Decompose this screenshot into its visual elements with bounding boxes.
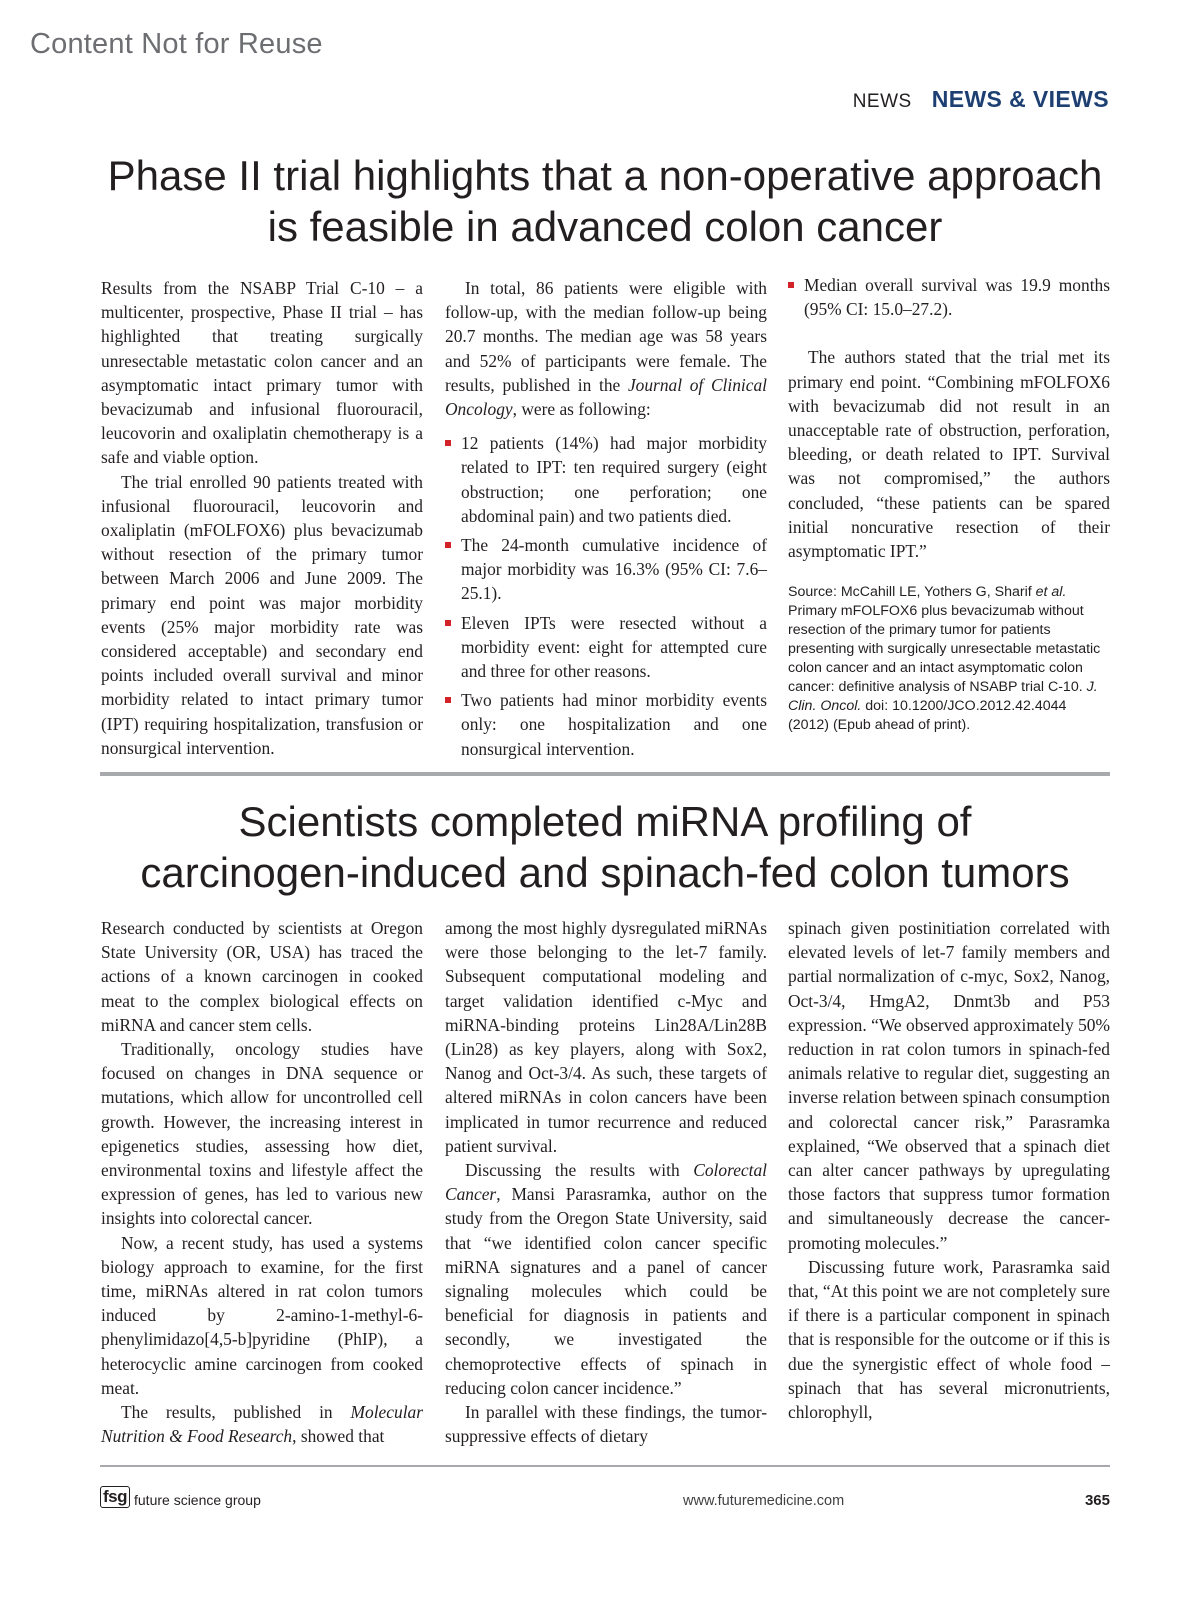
results-list-continued: [788, 273, 1110, 321]
article-2-column-1: [101, 916, 423, 1448]
list-item-text: The 24-month cumulative incidence of major morbidity was 16.3% (95% CI: 7.6–25.1).: [461, 535, 767, 604]
article-2-column-3: [788, 916, 1110, 1424]
watermark: Content Not for Reuse: [30, 28, 323, 60]
fsg-logo-mark: fsg: [100, 1486, 130, 1508]
text-span: In total, 86 patients were eligible with follow-up, with the median follow-up being 20.7 months. The median age was 58 years and 52% of participants were female. The results, published in the: [445, 278, 767, 395]
section-header: [853, 86, 1109, 113]
headline-line: Phase II trial highlights that a non-operative approach: [107, 152, 1103, 199]
bullet-square-icon: [445, 542, 451, 548]
bullet-square-icon: [788, 282, 794, 288]
article-2-column-2: [445, 916, 767, 1448]
paragraph: In parallel with these findings, the tumor-suppressive effects of dietary: [445, 1402, 767, 1447]
list-item-text: Median overall survival was 19.9 months (95% CI: 15.0–27.2).: [804, 275, 1110, 320]
source-etal: et al.: [1035, 584, 1067, 601]
publisher-logo: [100, 1486, 261, 1508]
list-item: [445, 431, 767, 528]
paragraph: Now, a recent study, has used a systems biology approach to examine, for the first time, miRNAs altered in rat colon tumors induced by 2-amino-1-methyl-6-phenylimidazo[4,5-b]pyridine (PhIP), a heterocyclic amine carcinogen from cooked meat.: [101, 1232, 423, 1398]
paragraph: [101, 1400, 423, 1448]
headline-line: Scientists completed miRNA profiling of: [238, 798, 972, 845]
results-list: [445, 431, 767, 761]
list-item: [445, 611, 767, 684]
source-tail: doi: 10.1200/JCO.2012.42.4044 (2012) (Epub ahead of print).: [788, 698, 1067, 734]
text-span: Discussing the results with: [465, 1160, 680, 1181]
publisher-name: future science group: [134, 1492, 261, 1508]
paragraph: [445, 276, 767, 421]
paragraph: The authors stated that the trial met its primary end point. “Combining mFOLFOX6 with bevacizumab did not result in an unacceptable rate of obstruction, perforation, bleeding, or death related to IPT. Survival was not compromised,” the authors concluded, “these patients can be spared initial noncurative resection of their asymptomatic IPT.”: [788, 347, 1110, 562]
list-item: [788, 273, 1110, 321]
article-1-column-3: [788, 273, 1110, 735]
section-title: NEWS & VIEWS: [931, 86, 1109, 112]
list-item-text: Two patients had minor morbidity events only: one hospitalization and one nonsurgical intervention.: [461, 690, 767, 759]
section-news-label: NEWS: [852, 91, 912, 112]
footer-divider: [100, 1465, 1110, 1467]
page-number: 365: [1084, 1492, 1110, 1509]
paragraph: Results from the NSABP Trial C-10 – a multicenter, prospective, Phase II trial – has highlighted that treating surgically unresectable metastatic colon cancer and an asymptomatic intact primary tumor with bevacizumab and infusional fluorouracil, leucovorin and oxaliplatin chemotherapy is a safe and viable option.: [101, 278, 423, 468]
paragraph: [445, 1158, 767, 1400]
source-lead: Source: McCahill LE, Yothers G, Sharif: [788, 584, 1032, 601]
paragraph: Traditionally, oncology studies have focused on changes in DNA sequence or mutations, which allow for uncontrolled cell growth. However, the increasing interest in epigenetics studies, assessing how diet, environmental toxins and lifestyle affect the expression of genes, has led to various new insights into colorectal cancer.: [101, 1039, 423, 1229]
text-span: , Mansi Parasramka, author on the study from the Oregon State University, said that “we identified colon cancer specific miRNA signatures and a panel of cancer signaling molecules which could be beneficial for diagnosis in patients and secondly, we investigated the chemoprotective effects of spinach in reducing colon cancer incidence.”: [445, 1184, 767, 1398]
headline-line: carcinogen-induced and spinach-fed colon tumors: [140, 849, 1070, 896]
list-item: [445, 688, 767, 761]
text-span: The results, published in: [121, 1402, 333, 1423]
paragraph: Research conducted by scientists at Oregon State University (OR, USA) has traced the actions of a known carcinogen in cooked meat to the complex biological effects on miRNA and cancer stem cells.: [101, 918, 423, 1035]
text-span: , showed that: [292, 1426, 385, 1447]
list-item: [445, 533, 767, 606]
article-1-column-2: [445, 276, 767, 766]
section-divider: [100, 772, 1110, 776]
journal-name: Journal of Clinical Oncology: [445, 374, 767, 420]
text-span: , were as following:: [512, 399, 651, 420]
article-1-headline: [100, 150, 1110, 252]
paragraph: spinach given postinitiation correlated with elevated levels of let-7 family members and partial normalization of c-myc, Sox2, Nanog, Oct-3/4, HmgA2, Dnmt3b and P53 expression. “We observed approximately 50% reduction in rat colon tumors in spinach-fed animals relative to regular diet, suggesting an inverse relation between spinach consumption and colorectal cancer risk,” Parasramka explained, “We observed that a spinach diet can alter cancer pathways by upregulating those factors that suppress tumor formation and simultaneously decrease the cancer-promoting molecules.”: [788, 918, 1110, 1253]
footer-url: www.futuremedicine.com: [683, 1493, 845, 1509]
source-body: Primary mFOLFOX6 plus bevacizumab without resection of the primary tumor for patients presenting with surgically unresectable metastatic colon cancer and an intact asymptomatic colon cancer: definitive analysis of NSABP trial C-10.: [788, 603, 1101, 696]
paragraph: The trial enrolled 90 patients treated with infusional fluorouracil, leucovorin and oxaliplatin (mFOLFOX6) plus bevacizumab without resection of the primary tumor between March 2006 and June 2009. The primary end point was major morbidity events (25% major morbidity rate was considered acceptable) and secondary end points included overall survival and minor morbidity related to intact primary tumor (IPT) requiring hospitalization, transfusion or nonsurgical intervention.: [101, 471, 423, 758]
headline-line: is feasible in advanced colon cancer: [267, 203, 943, 250]
article-2-headline: [100, 796, 1110, 898]
list-item-text: Eleven IPTs were resected without a morbidity event: eight for attempted cure and three for other reasons.: [461, 612, 767, 682]
bullet-square-icon: [445, 620, 451, 626]
source-citation: [788, 583, 1110, 735]
bullet-square-icon: [445, 440, 451, 446]
bullet-square-icon: [445, 697, 451, 703]
list-item-text: 12 patients (14%) had major morbidity related to IPT: ten required surgery (eight obstruction; one perforation; one abdominal pain) and two patients died.: [461, 433, 767, 526]
paragraph: Discussing future work, Parasramka said that, “At this point we are not completely sure if there is a particular component in spinach that is responsible for the outcome or if this is due the synergistic effect of whole food – spinach that has several micronutrients, chlorophyll,: [788, 1256, 1110, 1423]
article-1-column-1: [101, 276, 423, 760]
journal-name: Molecular Nutrition & Food Research: [101, 1402, 423, 1447]
source-journal: J. Clin. Oncol.: [788, 679, 1098, 715]
paragraph: among the most highly dysregulated miRNAs were those belonging to the let-7 family. Subsequent computational modeling and target validation identified c-Myc and miRNA-binding proteins Lin28A/Lin28B (Lin28) as key players, along with Sox2, Nanog and Oct-3/4. As such, these targets of altered miRNAs in colon cancers have been implicated in tumor recurrence and reduced patient survival.: [445, 918, 767, 1156]
journal-name: Colorectal Cancer: [445, 1160, 767, 1205]
